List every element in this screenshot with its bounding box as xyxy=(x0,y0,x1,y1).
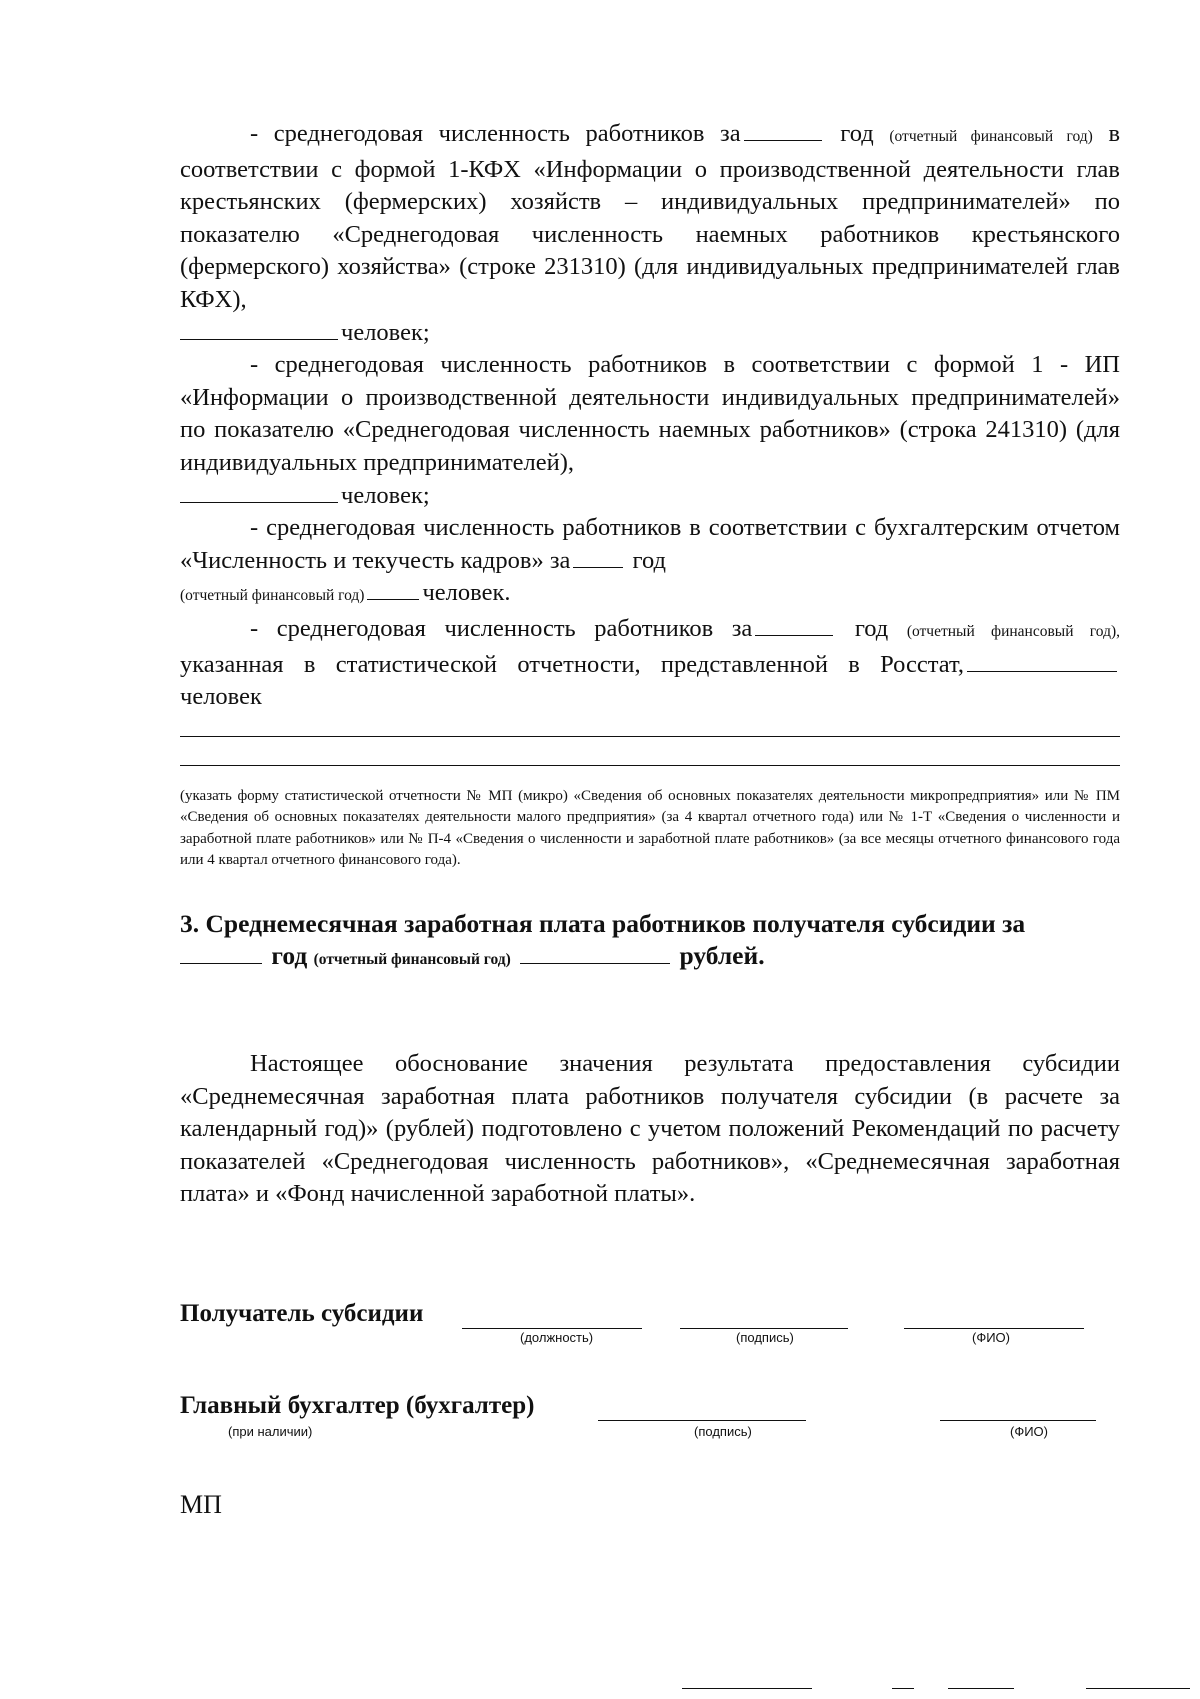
blank-count[interactable] xyxy=(180,482,338,503)
blank-line[interactable] xyxy=(180,765,1120,766)
caption-signature: (подпись) xyxy=(736,1330,794,1345)
blank-year[interactable] xyxy=(573,547,623,568)
caption-if-any: (при наличии) xyxy=(228,1424,313,1439)
footer-line xyxy=(682,1688,812,1689)
footer-line xyxy=(1086,1688,1190,1689)
small-text: (отчетный финансовый год), xyxy=(906,622,1120,640)
text: человек xyxy=(180,683,262,711)
caption-name: (ФИО) xyxy=(1010,1424,1048,1439)
text: год xyxy=(632,546,666,574)
caption-name: (ФИО) xyxy=(972,1330,1010,1345)
footer-line xyxy=(892,1688,914,1689)
document-body xyxy=(180,118,1120,1211)
name-line[interactable] xyxy=(940,1420,1096,1421)
position-line[interactable] xyxy=(462,1328,642,1329)
paragraph-ip xyxy=(180,349,1120,512)
blank-count[interactable] xyxy=(967,651,1117,672)
signature-line[interactable] xyxy=(680,1328,848,1329)
text: - среднегодовая численность работников в соответствии с бухгалтерским отчетом «Численность и текучесть кадров» за xyxy=(180,514,1120,574)
signature-line[interactable] xyxy=(598,1420,806,1421)
blank-count[interactable] xyxy=(367,579,419,600)
blank-amount[interactable] xyxy=(520,943,670,964)
text: - среднегодовая численность работников за xyxy=(250,120,741,147)
paragraph-kfh xyxy=(180,118,1120,349)
section-heading xyxy=(180,908,1120,976)
small-text: (отчетный финансовый год) xyxy=(313,951,511,969)
accountant-label: Главный бухгалтер (бухгалтер) xyxy=(180,1392,535,1419)
text: год xyxy=(840,120,874,147)
form-lines xyxy=(180,736,1120,766)
caption-signature: (подпись) xyxy=(694,1424,752,1439)
blank-year[interactable] xyxy=(755,615,833,636)
text: 3. Среднемесячная заработная плата работников получателя субсидии за xyxy=(180,909,1026,939)
blank-year[interactable] xyxy=(180,943,262,964)
text: год xyxy=(271,941,308,971)
small-text: (отчетный финансовый год) xyxy=(889,128,1093,145)
text: - среднегодовая численность работников за xyxy=(250,614,753,642)
text: рублей. xyxy=(679,941,765,971)
blank-line[interactable] xyxy=(180,736,1120,737)
blank-count[interactable] xyxy=(180,319,338,340)
text: год xyxy=(854,614,889,642)
text: указанная в статистической отчетности, представленной в Росстат, xyxy=(180,650,964,678)
paragraph-rosstat xyxy=(180,613,1120,714)
text: человек. xyxy=(422,579,511,607)
caption-position: (должность) xyxy=(520,1330,594,1345)
name-line[interactable] xyxy=(904,1328,1084,1329)
recipient-label: Получатель субсидии xyxy=(180,1300,424,1327)
footer-line xyxy=(948,1688,1014,1689)
stamp-place: МП xyxy=(180,1490,222,1519)
text: человек; xyxy=(341,318,430,346)
small-text: (отчетный финансовый год) xyxy=(180,587,365,605)
text: - среднегодовая численность работников в соответствии с формой 1 - ИП «Информации о производственной деятельности индивидуальных предпринимателей» по показателю «Среднегодовая численность наемных работников» (строка 241310) (для индивидуальных предпринимателей), xyxy=(180,351,1120,476)
form-note: (указать форму статистической отчетности № МП (микро) «Сведения об основных показателях деятельности микропредприятия» или № ПМ «Сведения об основных показателях деятельности малого предприятия» (за 4 квартал отчетного года) или № 1-Т «Сведения о численности и заработной плате работников» или № П-4 «Сведения о численности и заработной плате работников» (за все месяцы отчетного финансового года или 4 квартал отчетного финансового года). xyxy=(180,787,1120,869)
text: человек; xyxy=(341,481,430,509)
final-paragraph: Настоящее обоснование значения результата предоставления субсидии «Среднемесячная заработная плата работников получателя субсидии (в расчете за календарный год)» (рублей) подготовлено с учетом положений Рекомендаций по расчету показателей «Среднегодовая численность работников», «Среднемесячная заработная плата» и «Фонд начисленной заработной платы». xyxy=(180,1050,1120,1208)
paragraph-accounting xyxy=(180,512,1120,613)
text: в соответствии с формой 1-КФХ «Информации о производственной деятельности глав крестьянских (фермерских) хозяйств – индивидуальных предпринимателей» по показателю «Среднегодовая численность наемных работников крестьянского (фермерского) хозяйства» (строке 231310) (для индивидуальных предпринимателей глав КФХ), xyxy=(180,120,1121,313)
blank-year[interactable] xyxy=(744,120,822,141)
